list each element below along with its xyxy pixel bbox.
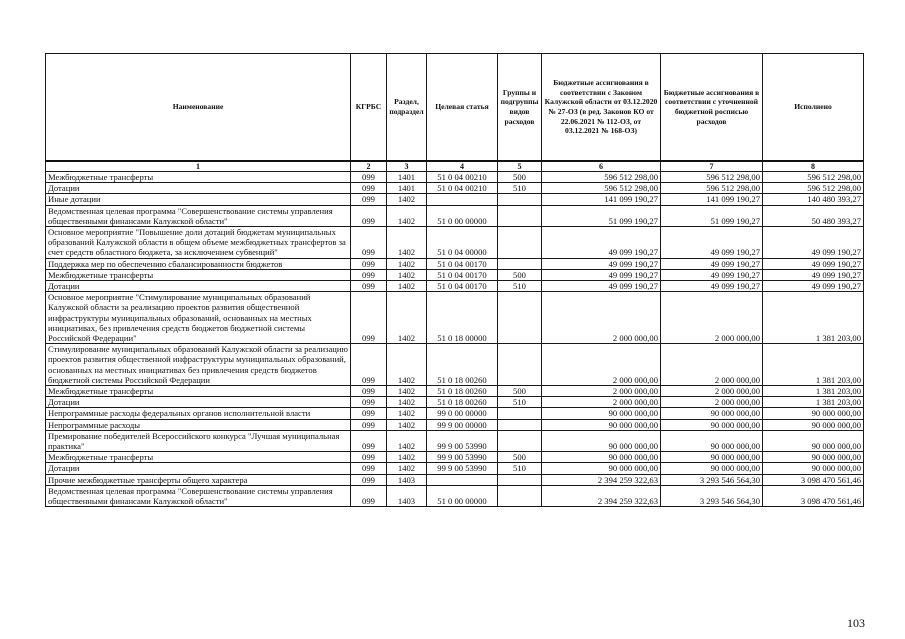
- row-executed: 140 480 393,27: [763, 194, 864, 205]
- row-law-allocation: 2 000 000,00: [542, 386, 661, 397]
- budget-table: [45, 53, 864, 507]
- row-kgrbs: 099: [351, 205, 387, 226]
- row-roster-allocation: 3 293 546 564,30: [661, 474, 763, 485]
- table-row: [46, 397, 864, 408]
- header-kgrbs: КГРБС: [351, 54, 387, 162]
- row-kgrbs: 099: [351, 344, 387, 386]
- row-executed: 1 381 203,00: [763, 397, 864, 408]
- row-section: 1402: [387, 269, 427, 280]
- row-section: 1401: [387, 183, 427, 194]
- row-group: [498, 344, 542, 386]
- page-number: 103: [847, 616, 865, 630]
- row-name: Основное мероприятие "Повышение доли дотаций бюджетам муниципальных образований Калужской области в общем объеме межбюджетных трансфертов за счет средств областного бюджета, за исключением субвенций": [46, 227, 351, 259]
- row-roster-allocation: 49 099 190,27: [661, 258, 763, 269]
- table-row: [46, 419, 864, 430]
- row-target: 51 0 18 00260: [427, 397, 498, 408]
- row-roster-allocation: 90 000 000,00: [661, 430, 763, 451]
- row-executed: 49 099 190,27: [763, 227, 864, 259]
- row-name: Стимулирование муниципальных образований Калужской области за реализацию проектов развития общественной инфраструктуры муниципальных образований, основанных на местных инициативах без привлечения средств бюджетов бюджетной системы Российской Федерации: [46, 344, 351, 386]
- row-target: 99 0 00 00000: [427, 408, 498, 419]
- row-group: [498, 292, 542, 344]
- row-roster-allocation: 90 000 000,00: [661, 452, 763, 463]
- row-group: 500: [498, 386, 542, 397]
- row-name: Поддержка мер по обеспечению сбалансированности бюджетов: [46, 258, 351, 269]
- row-kgrbs: 099: [351, 172, 387, 183]
- row-group: [498, 485, 542, 506]
- column-number: 8: [763, 161, 864, 172]
- row-group: 500: [498, 172, 542, 183]
- table-row: [46, 205, 864, 226]
- row-section: 1403: [387, 485, 427, 506]
- row-law-allocation: 49 099 190,27: [542, 258, 661, 269]
- row-executed: 90 000 000,00: [763, 419, 864, 430]
- row-name: Ведомственная целевая программа "Совершенствование системы управления общественными финансами Калужской области": [46, 205, 351, 226]
- row-target: 51 0 18 00000: [427, 292, 498, 344]
- row-name: Межбюджетные трансферты: [46, 172, 351, 183]
- row-roster-allocation: 90 000 000,00: [661, 463, 763, 474]
- row-target: 99 9 00 00000: [427, 419, 498, 430]
- column-number: 7: [661, 161, 763, 172]
- row-target: 51 0 00 00000: [427, 205, 498, 226]
- row-kgrbs: 099: [351, 430, 387, 451]
- row-target: 51 0 04 00210: [427, 183, 498, 194]
- row-kgrbs: 099: [351, 183, 387, 194]
- row-kgrbs: 099: [351, 386, 387, 397]
- row-group: [498, 408, 542, 419]
- row-section: 1402: [387, 452, 427, 463]
- header-name: Наименование: [46, 54, 351, 162]
- row-kgrbs: 099: [351, 194, 387, 205]
- row-group: 510: [498, 281, 542, 292]
- row-group: [498, 205, 542, 226]
- row-section: 1402: [387, 397, 427, 408]
- row-target: 51 0 04 00000: [427, 227, 498, 259]
- row-name: Непрограммные расходы федеральных органов исполнительной власти: [46, 408, 351, 419]
- row-section: 1402: [387, 386, 427, 397]
- row-section: 1402: [387, 281, 427, 292]
- row-kgrbs: 099: [351, 397, 387, 408]
- header-group: Группы и подгруппы видов расходов: [498, 54, 542, 162]
- row-name: Дотации: [46, 397, 351, 408]
- row-executed: 49 099 190,27: [763, 281, 864, 292]
- table-row: [46, 194, 864, 205]
- row-group: [498, 227, 542, 259]
- header-executed: Исполнено: [763, 54, 864, 162]
- row-group: 500: [498, 269, 542, 280]
- table-row: [46, 430, 864, 451]
- row-roster-allocation: 51 099 190,27: [661, 205, 763, 226]
- row-kgrbs: 099: [351, 281, 387, 292]
- column-number: 3: [387, 161, 427, 172]
- table-row: [46, 281, 864, 292]
- row-section: 1402: [387, 292, 427, 344]
- row-target: 51 0 18 00260: [427, 344, 498, 386]
- row-law-allocation: 90 000 000,00: [542, 408, 661, 419]
- table-row: [46, 258, 864, 269]
- row-target: 99 9 00 53990: [427, 430, 498, 451]
- row-section: 1402: [387, 205, 427, 226]
- row-name: Иные дотации: [46, 194, 351, 205]
- row-group: [498, 430, 542, 451]
- row-target: [427, 474, 498, 485]
- row-kgrbs: 099: [351, 292, 387, 344]
- row-section: 1402: [387, 463, 427, 474]
- row-law-allocation: 2 394 259 322,63: [542, 474, 661, 485]
- row-executed: 3 098 470 561,46: [763, 485, 864, 506]
- row-name: Дотации: [46, 281, 351, 292]
- row-group: 500: [498, 452, 542, 463]
- column-number: 5: [498, 161, 542, 172]
- table-row: [46, 386, 864, 397]
- row-section: 1403: [387, 474, 427, 485]
- row-name: Основное мероприятие "Стимулирование муниципальных образований Калужской области за реализацию проектов развития общественной инфраструктуры муниципальных образований, основанных на местных инициативах, без привлечения средств бюджетов бюджетной системы Российской Федерации": [46, 292, 351, 344]
- row-roster-allocation: 49 099 190,27: [661, 227, 763, 259]
- row-law-allocation: 49 099 190,27: [542, 281, 661, 292]
- row-name: Дотации: [46, 183, 351, 194]
- row-name: Премирование победителей Всероссийского конкурса "Лучшая муниципальная практика": [46, 430, 351, 451]
- row-section: 1402: [387, 419, 427, 430]
- row-executed: 596 512 298,00: [763, 172, 864, 183]
- row-executed: 90 000 000,00: [763, 408, 864, 419]
- row-name: Межбюджетные трансферты: [46, 269, 351, 280]
- column-number: 2: [351, 161, 387, 172]
- row-law-allocation: 2 000 000,00: [542, 292, 661, 344]
- row-target: 99 9 00 53990: [427, 463, 498, 474]
- row-kgrbs: 099: [351, 408, 387, 419]
- table-row: [46, 344, 864, 386]
- header-target: Целевая статья: [427, 54, 498, 162]
- row-law-allocation: 2 000 000,00: [542, 397, 661, 408]
- row-name: Непрограммные расходы: [46, 419, 351, 430]
- row-roster-allocation: 90 000 000,00: [661, 419, 763, 430]
- row-roster-allocation: 2 000 000,00: [661, 397, 763, 408]
- row-roster-allocation: 596 512 298,00: [661, 172, 763, 183]
- row-executed: 90 000 000,00: [763, 463, 864, 474]
- row-section: 1402: [387, 344, 427, 386]
- row-section: 1402: [387, 258, 427, 269]
- table-row: [46, 269, 864, 280]
- row-kgrbs: 099: [351, 463, 387, 474]
- row-group: [498, 419, 542, 430]
- row-kgrbs: 099: [351, 452, 387, 463]
- row-law-allocation: 596 512 298,00: [542, 172, 661, 183]
- row-section: 1402: [387, 408, 427, 419]
- row-roster-allocation: 90 000 000,00: [661, 408, 763, 419]
- table-row: [46, 485, 864, 506]
- table-row: [46, 452, 864, 463]
- row-target: 51 0 04 00170: [427, 258, 498, 269]
- row-section: 1402: [387, 227, 427, 259]
- header-roster-allocation: Бюджетные ассигнования в соответствии с уточненной бюджетной росписью расходов: [661, 54, 763, 162]
- row-law-allocation: 141 099 190,27: [542, 194, 661, 205]
- row-target: 51 0 04 00210: [427, 172, 498, 183]
- row-group: 510: [498, 183, 542, 194]
- row-kgrbs: 099: [351, 258, 387, 269]
- row-executed: 3 098 470 561,46: [763, 474, 864, 485]
- column-number: 4: [427, 161, 498, 172]
- header-row: [46, 54, 864, 162]
- row-name: Межбюджетные трансферты: [46, 386, 351, 397]
- header-law-allocation: Бюджетные ассигнования в соответствии с Законом Калужской области от 03.12.2020 № 27-ОЗ (в ред. Законов КО от 22.06.2021 № 112-ОЗ, от 03.12.2021 № 168-ОЗ): [542, 54, 661, 162]
- row-roster-allocation: 3 293 546 564,30: [661, 485, 763, 506]
- row-group: [498, 258, 542, 269]
- column-number: 1: [46, 161, 351, 172]
- row-target: 51 0 04 00170: [427, 269, 498, 280]
- row-law-allocation: 90 000 000,00: [542, 463, 661, 474]
- column-number: 6: [542, 161, 661, 172]
- row-executed: 1 381 203,00: [763, 344, 864, 386]
- row-executed: 90 000 000,00: [763, 452, 864, 463]
- row-law-allocation: 2 000 000,00: [542, 344, 661, 386]
- table-row: [46, 172, 864, 183]
- row-law-allocation: 49 099 190,27: [542, 227, 661, 259]
- row-executed: 49 099 190,27: [763, 258, 864, 269]
- row-law-allocation: 90 000 000,00: [542, 430, 661, 451]
- row-roster-allocation: 49 099 190,27: [661, 281, 763, 292]
- row-law-allocation: 49 099 190,27: [542, 269, 661, 280]
- row-law-allocation: 596 512 298,00: [542, 183, 661, 194]
- row-executed: 1 381 203,00: [763, 386, 864, 397]
- row-roster-allocation: 49 099 190,27: [661, 269, 763, 280]
- table-row: [46, 408, 864, 419]
- row-law-allocation: 51 099 190,27: [542, 205, 661, 226]
- row-section: 1402: [387, 194, 427, 205]
- row-name: Прочие межбюджетные трансферты общего характера: [46, 474, 351, 485]
- row-target: [427, 194, 498, 205]
- row-group: [498, 194, 542, 205]
- row-target: 51 0 18 00260: [427, 386, 498, 397]
- row-group: [498, 474, 542, 485]
- row-target: 51 0 04 00170: [427, 281, 498, 292]
- row-roster-allocation: 141 099 190,27: [661, 194, 763, 205]
- row-executed: 49 099 190,27: [763, 269, 864, 280]
- row-executed: 50 480 393,27: [763, 205, 864, 226]
- row-roster-allocation: 2 000 000,00: [661, 344, 763, 386]
- table-row: [46, 292, 864, 344]
- row-law-allocation: 90 000 000,00: [542, 452, 661, 463]
- row-kgrbs: 099: [351, 419, 387, 430]
- row-kgrbs: 099: [351, 227, 387, 259]
- table-row: [46, 463, 864, 474]
- column-number-row: [46, 161, 864, 172]
- row-group: 510: [498, 397, 542, 408]
- row-roster-allocation: 2 000 000,00: [661, 386, 763, 397]
- row-law-allocation: 90 000 000,00: [542, 419, 661, 430]
- row-kgrbs: 099: [351, 269, 387, 280]
- row-section: 1401: [387, 172, 427, 183]
- row-roster-allocation: 596 512 298,00: [661, 183, 763, 194]
- row-kgrbs: 099: [351, 485, 387, 506]
- row-name: Межбюджетные трансферты: [46, 452, 351, 463]
- header-section: Раздел, подраздел: [387, 54, 427, 162]
- row-executed: 596 512 298,00: [763, 183, 864, 194]
- row-section: 1402: [387, 430, 427, 451]
- row-target: 51 0 00 00000: [427, 485, 498, 506]
- row-kgrbs: 099: [351, 474, 387, 485]
- row-executed: 1 381 203,00: [763, 292, 864, 344]
- row-name: Ведомственная целевая программа "Совершенствование системы управления общественными финансами Калужской области": [46, 485, 351, 506]
- row-roster-allocation: 2 000 000,00: [661, 292, 763, 344]
- row-target: 99 9 00 53990: [427, 452, 498, 463]
- row-law-allocation: 2 394 259 322,63: [542, 485, 661, 506]
- table-row: [46, 183, 864, 194]
- row-name: Дотации: [46, 463, 351, 474]
- table-row: [46, 474, 864, 485]
- table-row: [46, 227, 864, 259]
- row-executed: 90 000 000,00: [763, 430, 864, 451]
- row-group: 510: [498, 463, 542, 474]
